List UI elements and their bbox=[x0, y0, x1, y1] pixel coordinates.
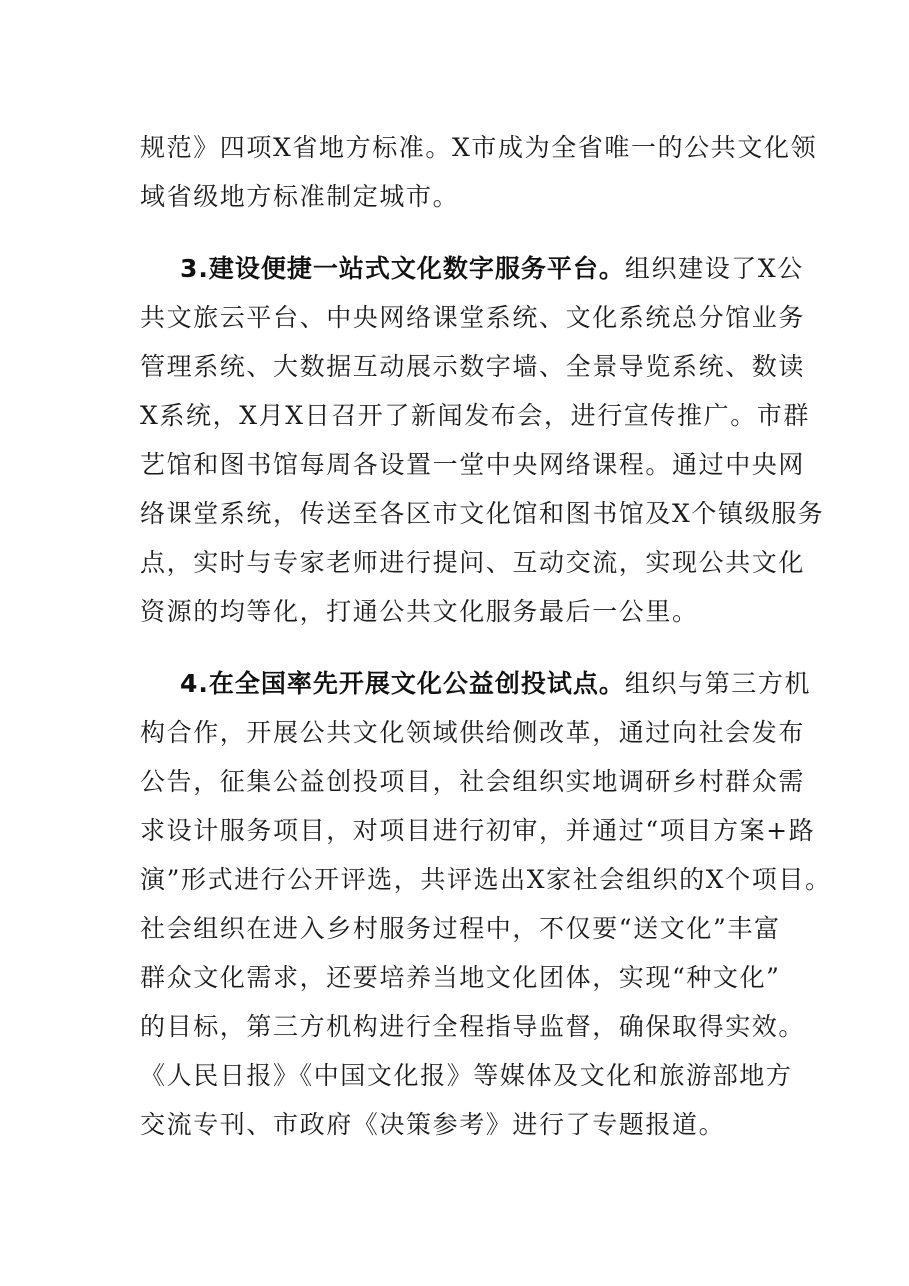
paragraph-first-line bbox=[140, 244, 804, 293]
text-line: 群众文化需求，还要培养当地文化团体，实现“种文化” bbox=[140, 963, 781, 992]
section-heading-3: 3.建设便捷一站式文化数字服务平台。 bbox=[180, 254, 625, 283]
text-run: 组织建设了X公 bbox=[624, 254, 804, 283]
text-line: 资源的均等化，打通公共文化服务最后一公里。 bbox=[140, 597, 699, 626]
document-body bbox=[140, 123, 832, 1149]
text-line: 演”形式进行公开评选，共评选出X家社会组织的X个项目。 bbox=[140, 865, 832, 894]
text-line: 构合作，开展公共文化领域供给侧改革，通过向社会发布 bbox=[140, 718, 806, 747]
text-line: 域省级地方标准制定城市。 bbox=[140, 182, 460, 211]
paragraph-first-line bbox=[140, 659, 812, 708]
text-line: 的目标，第三方机构进行全程指导监督，确保取得实效。 bbox=[140, 1012, 806, 1041]
text-line: 络课堂系统，传送至各区市文化馆和图书馆及X个镇级服务 bbox=[140, 499, 825, 528]
text-line: 管理系统、大数据互动展示数字墙、全景导览系统、数读 bbox=[140, 352, 806, 381]
text-line: X系统，X月X日召开了新闻发布会，进行宣传推广。市群 bbox=[140, 401, 810, 430]
paragraph-2 bbox=[140, 244, 825, 636]
paragraph-1 bbox=[140, 123, 818, 221]
text-line: 求设计服务项目，对项目进行初审，并通过“项目方案+路 bbox=[140, 816, 816, 845]
text-line: 共文旅云平台、中央网络课堂系统、文化系统总分馆业务 bbox=[140, 303, 806, 332]
text-line: 公告，征集公益创投项目，社会组织实地调研乡村群众需 bbox=[140, 767, 806, 796]
text-line: 规范》四项X省地方标准。X市成为全省唯一的公共文化领 bbox=[140, 133, 818, 162]
text-line: 社会组织在进入乡村服务过程中，不仅要“送文化”丰富 bbox=[140, 914, 781, 943]
text-line: 艺馆和图书馆每周各设置一堂中央网络课程。通过中央网 bbox=[140, 450, 806, 479]
text-line: 《人民日报》《中国文化报》等媒体及文化和旅游部地方 bbox=[140, 1061, 793, 1090]
text-run: 组织与第三方机 bbox=[624, 669, 812, 698]
paragraph-3 bbox=[140, 659, 832, 1149]
section-heading-4: 4.在全国率先开展文化公益创投试点。 bbox=[180, 669, 625, 698]
text-line: 点，实时与专家老师进行提问、互动交流，实现公共文化 bbox=[140, 548, 806, 577]
text-line: 交流专刊、市政府《决策参考》进行了专题报道。 bbox=[140, 1110, 726, 1139]
